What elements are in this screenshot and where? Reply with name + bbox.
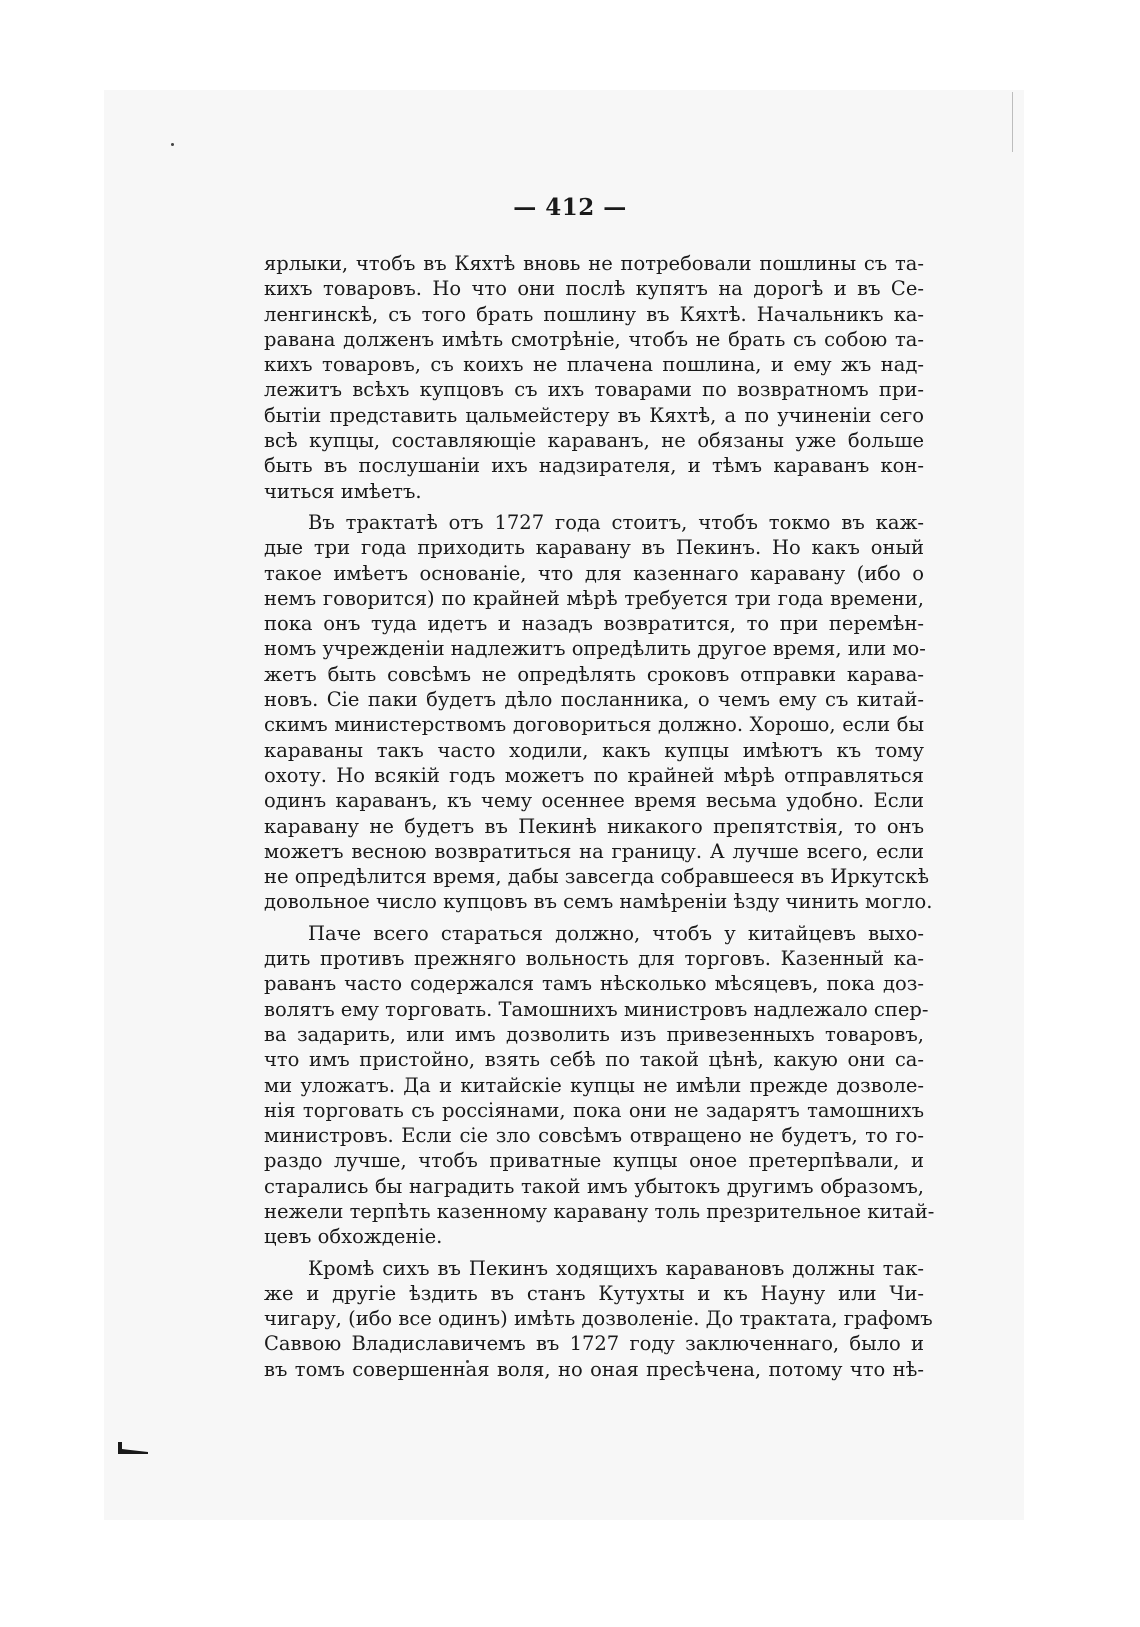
text-line: что имъ пристойно, взять себѣ по такой цѣнѣ, какую они са- (264, 1048, 924, 1072)
text-line: быть въ послушаніи ихъ надзирателя, и тѣмъ караванъ кон- (264, 454, 924, 478)
text-line: же и другіе ѣздить въ станъ Кутухты и къ Науну или Чи- (264, 1281, 924, 1305)
text-line: кихъ товаровъ. Но что они послѣ купятъ на дорогѣ и въ Се- (264, 277, 924, 301)
text-line: бытіи представить цальмейстеру въ Кяхтѣ, а по учиненіи сего (264, 403, 924, 427)
text-line: волятъ ему торговать. Тамошнихъ министровъ надлежало спер- (264, 997, 929, 1021)
text-line: кихъ товаровъ, съ коихъ не плачена пошлина, и ему жъ над- (264, 353, 924, 377)
text-line: равана долженъ имѣть смотрѣніе, чтобъ не брать съ собою та- (264, 327, 924, 351)
text-line: новъ. Сіе паки будетъ дѣло посланника, о чемъ ему съ китай- (264, 688, 924, 712)
text-line: скимъ министерствомъ договориться должно. Хорошо, если бы (264, 713, 924, 737)
text-line: довольное число купцовъ въ семъ намѣреніи ѣзду чинить могло. (264, 890, 933, 914)
text-line: раздо лучше, чтобъ приватные купцы оное претерпѣвали, и (264, 1149, 924, 1173)
text-line: ми уложатъ. Да и китайскіе купцы не имѣли прежде дозволе- (264, 1073, 924, 1097)
paragraph-1 (264, 251, 924, 504)
paragraph-4 (264, 1256, 933, 1382)
text-line: раванъ часто содержался тамъ нѣсколько мѣсяцевъ, пока доз- (264, 972, 924, 996)
page-edge-line (1012, 92, 1013, 152)
text-line: Саввою Владиславичемъ въ 1727 году заключеннаго, было и (264, 1332, 924, 1356)
text-line: цевъ обхожденіе. (264, 1225, 443, 1249)
text-line: каравану не будетъ въ Пекинѣ никакого препятствія, то онъ (264, 814, 924, 838)
text-line: Паче всего стараться должно, чтобъ у китайцевъ выхо- (308, 921, 924, 945)
text-line: чигару, (ибо все одинъ) имѣть дозволеніе. До трактата, графомъ (264, 1307, 933, 1331)
text-line: караваны такъ часто ходили, какъ купцы имѣютъ къ тому (264, 738, 924, 762)
text-line: старались бы наградить такой имъ убытокъ другимъ образомъ, (264, 1174, 924, 1198)
text-line: лежитъ всѣхъ купцовъ съ ихъ товарами по возвратномъ при- (264, 378, 924, 402)
text-line: нежели терпѣть казенному каравану толь презрительное китай- (264, 1199, 935, 1223)
text-line: дить противъ прежняго вольность для торговъ. Казенный ка- (264, 947, 924, 971)
text-line: всѣ купцы, составляющіе караванъ, не обязаны уже больше (264, 429, 924, 453)
text-line: такое имѣетъ основаніе, что для казеннаго каравану (ибо о (264, 561, 924, 585)
text-line: немъ говорится) по крайней мѣрѣ требуется три года времени, (264, 586, 924, 610)
text-line: можетъ весною возвратиться на границу. А лучше всего, если (264, 839, 924, 863)
text-line: ва задарить, или имъ дозволить изъ привезенныхъ товаровъ, (264, 1022, 924, 1046)
text-line: жетъ быть совсѣмъ не опредѣлять сроковъ отправки карава- (264, 662, 924, 686)
text-line: въ томъ совершенная воля, но оная пресѣчена, потому что нѣ- (264, 1357, 924, 1381)
scan-speck (171, 143, 174, 146)
text-line: Въ трактатѣ отъ 1727 года стоитъ, чтобъ токмо въ каж- (308, 510, 924, 534)
text-line: номъ учрежденіи надлежитъ опредѣлить другое время, или мо- (264, 637, 926, 661)
text-line: ленгинскѣ, съ того брать пошлину въ Кяхтѣ. Начальникъ ка- (264, 302, 924, 326)
scan-corner-mark (118, 1440, 150, 1456)
text-line: одинъ караванъ, къ чему осеннее время весьма удобно. Если (264, 789, 924, 813)
paragraph-3 (264, 921, 935, 1250)
text-line: не опредѣлится время, дабы завсегда собравшееся въ Иркутскѣ (264, 865, 930, 889)
paragraph-2 (264, 510, 933, 915)
body-text (264, 251, 935, 1382)
text-line: дые три года приходить каравану въ Пекинъ. Но какъ оный (264, 536, 924, 560)
text-line: нія торговать съ россіянами, пока они не задарятъ тамошнихъ (264, 1098, 924, 1122)
text-line: ярлыки, чтобъ въ Кяхтѣ вновь не потребовали пошлины съ та- (264, 252, 924, 275)
page-number: — 412 — (513, 194, 627, 221)
text-line: Кромѣ сихъ въ Пекинъ ходящихъ каравановъ должны так- (308, 1256, 924, 1280)
text-line: читься имѣетъ. (264, 479, 422, 503)
text-line: охоту. Но всякій годъ можетъ по крайней мѣрѣ отправляться (264, 763, 924, 787)
text-line: министровъ. Если сіе зло совсѣмъ отвращено не будетъ, то го- (264, 1124, 924, 1148)
text-line: пока онъ туда идетъ и назадъ возвратится, то при перемѣн- (264, 612, 924, 636)
